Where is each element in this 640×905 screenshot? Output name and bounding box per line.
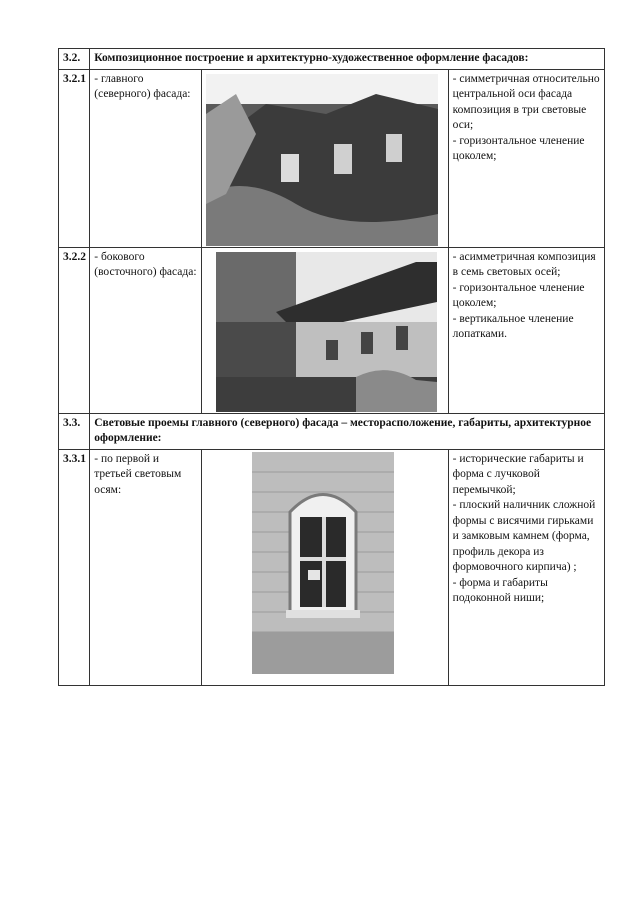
row-number: 3.2.2 [59,247,90,413]
row-label: - бокового (восточного) фасада: [90,247,201,413]
section-title: Композиционное построение и архитектурно-художественное оформление фасадов: [90,49,605,70]
row-label: - по первой и третьей световым осям: [90,449,201,685]
description-text: - асимметричная композиция в семь световых осей; - горизонтальное членение цоколем; - вертикальное членение лопатками. [452,250,596,340]
row-description [448,247,604,413]
window-photo [252,452,394,674]
row-3-2-1 [59,69,605,247]
section-number: 3.3. [59,413,90,449]
photo-cell [201,69,448,247]
east-facade-photo [216,252,437,412]
section-row-3-3 [59,413,605,449]
row-3-3-1 [59,449,605,685]
description-text: - симметричная относительно центральной оси фасада композиция в три световые оси; - горизонтальное членение цоколем; [452,72,600,162]
row-description [448,449,604,685]
photo-cell [201,449,448,685]
row-description [448,69,604,247]
facade-table [58,48,605,686]
row-number: 3.3.1 [59,449,90,685]
description-text: - исторические габариты и форма с лучковой перемычкой; - плоский наличник сложной формы с висячими гирьками и замковым камнем (форма, профиль декора из формовочного кирпича) ; - форма и габариты подоконной ниши; [452,452,596,604]
row-3-2-2 [59,247,605,413]
row-label: - главного (северного) фасада: [90,69,201,247]
north-facade-photo [206,74,438,246]
section-row-3-2 [59,49,605,70]
row-number: 3.2.1 [59,69,90,247]
photo-cell [201,247,448,413]
section-title: Световые проемы главного (северного) фасада – месторасположение, габариты, архитектурное оформление: [90,413,605,449]
section-number: 3.2. [59,49,90,70]
